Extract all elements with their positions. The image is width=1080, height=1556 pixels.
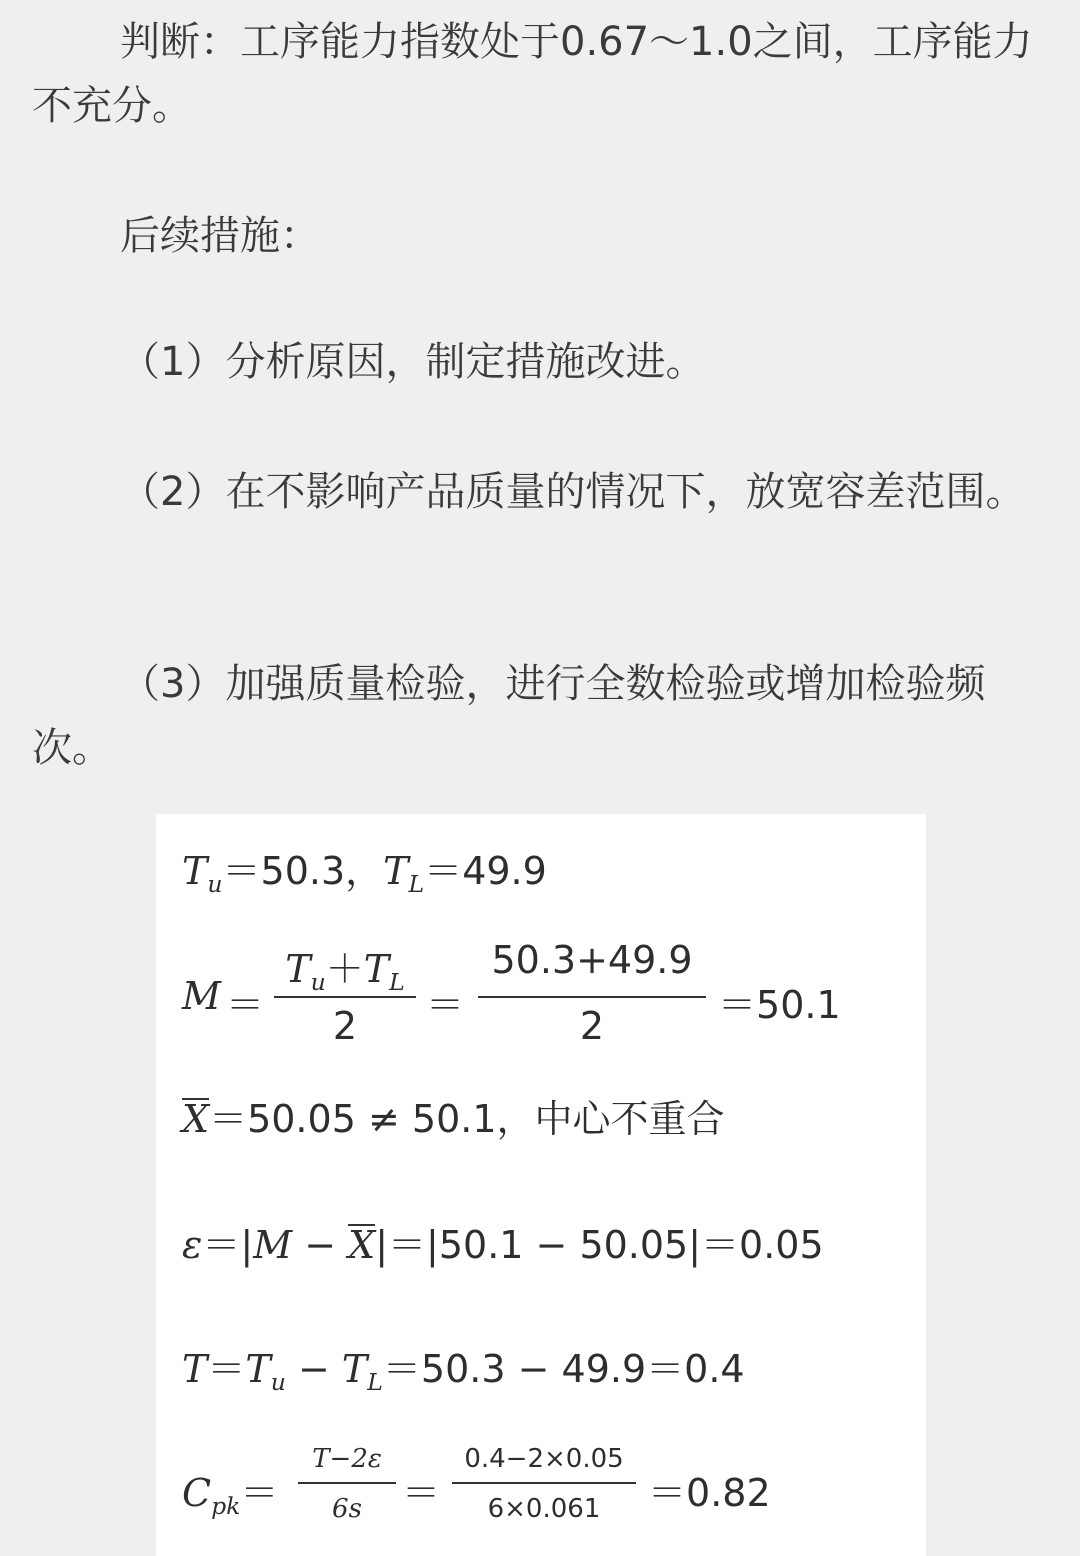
formula-mean-compare: X＝50.05 ≠ 50.1，中心不重合 — [182, 1097, 725, 1141]
range-expression: 50.3 − 49.9 — [420, 1347, 647, 1391]
midpoint-symbol: M — [182, 974, 221, 1018]
cpk-result: 0.82 — [686, 1471, 771, 1515]
range-result: 0.4 — [684, 1347, 745, 1391]
formula-tolerance-range: $T=T_u - T_L=50.3 - 49.9=0.4$ — [182, 1347, 745, 1397]
fraction-bar — [298, 1482, 396, 1484]
midpoint-denominator-values: 2 — [579, 1004, 605, 1048]
formula-offset: ε＝|M − X|＝|50.1 − 50.05|＝0.05 — [182, 1223, 824, 1267]
formula-tolerance-limits: $T_u=50.3$，$T_L=49.9$ — [182, 849, 547, 899]
mean-value: 50.05 — [247, 1097, 356, 1141]
measures-heading: 后续措施： — [120, 213, 320, 259]
upper-limit-value: 50.3 — [260, 849, 346, 893]
fraction-bar — [478, 996, 706, 998]
midpoint-numerator-symbolic: $T_u+T_L$ — [285, 947, 405, 997]
cpk-numerator-values: 0.4−2×0.05 — [464, 1444, 624, 1474]
center-note: ，中心不重合 — [496, 1097, 725, 1141]
formula-image: $T_u=50.3$，$T_L=49.9$ M ＝ $T_u+T_L$ 2 ＝ 50.3+49.9 2 ＝50.1 X＝50.05 ≠ 50.1，中心不重合 ε＝|M − X|＝|50.1 − 50.05|＝0.05 $T=T_u - T_L=50.3 - 49.9=0.4$ $C_{pk}=$ T−2ε 6s ＝ 0.4−2×0.05 6×0.061 ＝0.82 — [156, 814, 926, 1556]
cpk-denominator-values: 6×0.061 — [487, 1494, 601, 1524]
fraction-bar — [452, 1482, 636, 1484]
lower-limit-value: 49.9 — [462, 849, 547, 893]
midpoint-value: 50.1 — [411, 1097, 497, 1141]
judgement-paragraph: 判断：工序能力指数处于0.67～1.0之间，工序能力不充分。 — [32, 19, 1033, 129]
cpk-numerator-symbolic: T−2ε — [312, 1444, 382, 1474]
midpoint-result: 50.1 — [756, 983, 841, 1027]
midpoint-numerator-values: 50.3+49.9 — [491, 938, 693, 982]
measure-3: （3）加强质量检验，进行全数检验或增加检验频次。 — [32, 661, 986, 771]
cpk-symbol: $C_{pk}=$ — [182, 1471, 279, 1521]
midpoint-denominator-symbolic: 2 — [332, 1004, 358, 1048]
measure-2: （2）在不影响产品质量的情况下，放宽容差范围。 — [120, 469, 1026, 515]
measure-1: （1）分析原因，制定措施改进。 — [120, 339, 706, 385]
offset-result: 0.05 — [739, 1223, 824, 1267]
cpk-denominator-symbolic: 6s — [332, 1494, 362, 1524]
separator: ， — [345, 849, 384, 893]
fraction-bar — [274, 996, 416, 998]
not-equal-sign: ≠ — [367, 1097, 400, 1141]
offset-expression: |50.1 − 50.05| — [426, 1223, 702, 1267]
